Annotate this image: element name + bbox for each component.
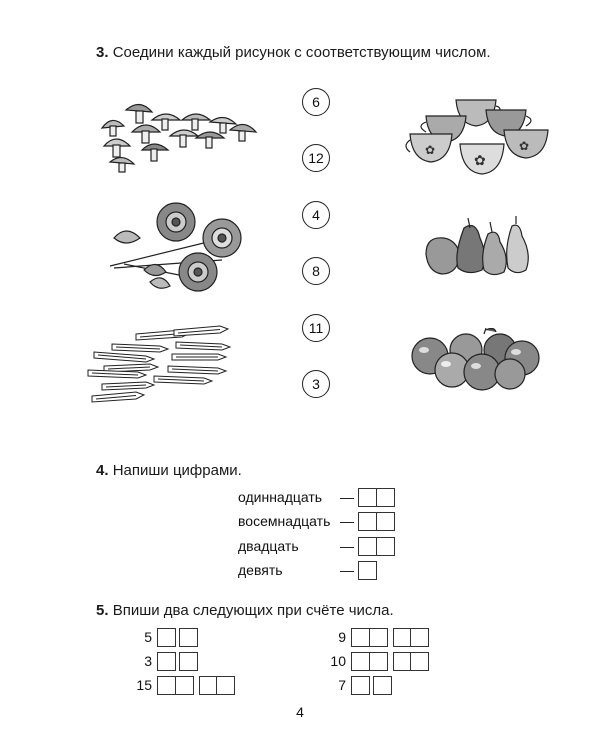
answer-cells-after-9[interactable] — [351, 628, 428, 647]
circled-number-12[interactable]: 12 — [302, 144, 330, 172]
answer-cells-11[interactable] — [358, 488, 394, 507]
start-number-5: 5 — [144, 629, 152, 645]
mushroom-icon — [152, 114, 180, 130]
start-number-10: 10 — [330, 653, 346, 669]
pencil-icon — [172, 354, 226, 360]
answer-cell[interactable] — [157, 652, 176, 671]
teacup-icon — [504, 130, 548, 158]
answer-cells-after-10[interactable] — [351, 652, 428, 671]
answer-cell[interactable] — [179, 652, 198, 671]
task-3-number: 3. — [96, 44, 109, 61]
pencil-icon — [102, 382, 154, 390]
task-3-title — [96, 44, 491, 61]
answer-cell[interactable] — [376, 488, 395, 507]
mushrooms-picture[interactable] — [96, 96, 260, 176]
answer-cells-after-15[interactable] — [157, 676, 234, 695]
roses-picture[interactable] — [104, 198, 254, 298]
rose-icon — [179, 253, 217, 291]
answer-cell[interactable] — [358, 561, 377, 580]
answer-cell[interactable] — [358, 512, 377, 531]
teacup-icon — [406, 134, 452, 162]
pear-icon — [507, 216, 529, 273]
dash: — — [340, 513, 354, 529]
circled-number-11[interactable]: 11 — [302, 314, 330, 342]
pencil-icon — [92, 392, 144, 402]
task-5-title — [96, 602, 394, 619]
task-4-number: 4. — [96, 462, 109, 479]
start-number-3: 3 — [144, 653, 152, 669]
pencil-icon — [94, 352, 154, 362]
page-number: 4 — [296, 704, 304, 720]
mushroom-icon — [196, 132, 224, 148]
apples-picture[interactable] — [410, 328, 542, 394]
number-word-20: двадцать — [238, 538, 299, 554]
mushroom-icon — [102, 120, 124, 136]
pear-icon — [483, 222, 507, 275]
answer-cell[interactable] — [376, 512, 395, 531]
mushroom-icon — [230, 124, 256, 141]
answer-cells-9[interactable] — [358, 561, 376, 580]
answer-cell[interactable] — [351, 628, 370, 647]
answer-cell[interactable] — [410, 652, 429, 671]
mushroom-icon — [104, 139, 130, 157]
start-number-15: 15 — [136, 677, 152, 693]
mushroom-icon — [170, 130, 198, 147]
circled-number-4[interactable]: 4 — [302, 201, 330, 229]
start-number-7: 7 — [338, 677, 346, 693]
dash: — — [340, 538, 354, 554]
answer-cell[interactable] — [410, 628, 429, 647]
task-5-number: 5. — [96, 602, 109, 619]
teacup-icon — [460, 144, 504, 174]
circled-number-6[interactable]: 6 — [302, 88, 330, 116]
svg-text:✿: ✿ — [474, 152, 486, 168]
number-word-11: одиннадцать — [238, 489, 323, 505]
start-number-9: 9 — [338, 629, 346, 645]
task-4-title — [96, 462, 242, 479]
svg-text:✿: ✿ — [425, 143, 436, 157]
answer-cell[interactable] — [373, 676, 392, 695]
mushroom-icon — [126, 104, 152, 123]
svg-text:✿: ✿ — [519, 139, 530, 153]
answer-cell[interactable] — [351, 676, 370, 695]
mushroom-icon — [182, 114, 210, 130]
answer-cells-after-7[interactable] — [351, 676, 391, 695]
answer-cells-18[interactable] — [358, 512, 394, 531]
answer-cell[interactable] — [199, 676, 218, 695]
pear-icon — [426, 238, 460, 274]
pencil-icon — [168, 366, 226, 374]
answer-cell[interactable] — [369, 652, 388, 671]
answer-cell[interactable] — [393, 628, 412, 647]
circled-number-3[interactable]: 3 — [302, 370, 330, 398]
mushroom-icon — [142, 144, 168, 161]
answer-cell[interactable] — [216, 676, 235, 695]
pencil-icon — [154, 376, 212, 384]
dash: — — [340, 489, 354, 505]
answer-cell[interactable] — [358, 488, 377, 507]
answer-cell[interactable] — [376, 537, 395, 556]
teacups-picture[interactable] — [404, 94, 552, 188]
rose-icon — [157, 203, 195, 241]
apple-icon — [495, 359, 525, 389]
mushroom-icon — [110, 157, 134, 172]
answer-cells-after-3[interactable] — [157, 652, 197, 671]
answer-cell[interactable] — [393, 652, 412, 671]
number-word-18: восемнадцать — [238, 513, 331, 529]
task-4-text: Напиши цифрами. — [112, 462, 242, 479]
pencil-icon — [174, 326, 228, 336]
pear-icon — [457, 218, 485, 273]
answer-cells-20[interactable] — [358, 537, 394, 556]
answer-cell[interactable] — [351, 652, 370, 671]
task-3-text: Соедини каждый рисунок с соответствующим числом. — [112, 44, 491, 61]
pencils-picture[interactable] — [84, 324, 240, 408]
number-word-9: девять — [238, 562, 283, 578]
answer-cell[interactable] — [358, 537, 377, 556]
pencil-icon — [112, 344, 168, 352]
answer-cell[interactable] — [157, 676, 176, 695]
rose-icon — [203, 219, 241, 257]
pears-picture[interactable] — [422, 214, 534, 278]
answer-cell[interactable] — [369, 628, 388, 647]
dash: — — [340, 562, 354, 578]
answer-cell[interactable] — [175, 676, 194, 695]
task-5-text: Впиши два следующих при счёте числа. — [112, 602, 394, 619]
answer-cell[interactable] — [179, 628, 198, 647]
pencil-icon — [176, 342, 230, 350]
pencil-icon — [88, 370, 146, 378]
mushroom-icon — [132, 125, 160, 143]
answer-cells-after-5[interactable] — [157, 628, 197, 647]
answer-cell[interactable] — [157, 628, 176, 647]
circled-number-8[interactable]: 8 — [302, 257, 330, 285]
